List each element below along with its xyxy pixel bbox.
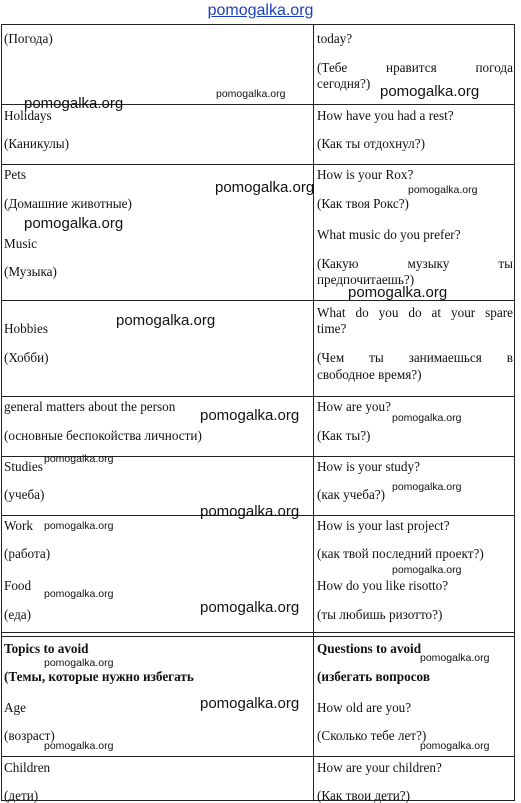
topic-label: (Погода) <box>4 31 53 46</box>
row-divider <box>1 396 515 397</box>
topic-label: (основные беспокойства личности) <box>4 428 202 443</box>
question-text: How is your Rox? <box>317 167 414 182</box>
question-text: (как твой последний проект?) <box>317 546 484 561</box>
watermark: pomogalka.org <box>420 740 490 752</box>
watermark: pomogalka.org <box>44 588 114 600</box>
watermark: pomogalka.org <box>24 215 124 232</box>
topic-label: (Домашние животные) <box>4 196 132 211</box>
watermark: pomogalka.org <box>44 657 114 669</box>
question-text: (как учеба?) <box>317 487 386 502</box>
row-divider <box>1 164 515 165</box>
question-text: (Тебе нравится погода <box>317 60 513 75</box>
watermark: pomogalka.org <box>44 453 114 465</box>
question-text: (Как твоя Рокс?) <box>317 196 409 211</box>
question-text: (Чем ты занимаешься в <box>317 350 513 365</box>
topic-label: (Хобби) <box>4 350 49 365</box>
watermark: pomogalka.org <box>348 284 448 301</box>
watermark: pomogalka.org <box>392 412 462 424</box>
watermark: pomogalka.org <box>408 184 478 196</box>
watermark: pomogalka.org <box>216 88 286 100</box>
question-text: сегодня?) <box>317 76 371 91</box>
watermark: pomogalka.org <box>44 520 114 532</box>
topic-label: Food <box>4 578 32 593</box>
section-heading: Questions to avoid <box>317 641 422 656</box>
topic-label: Work <box>4 518 33 533</box>
question-text: How do you like risotto? <box>317 578 449 593</box>
watermark: pomogalka.org <box>200 599 300 616</box>
row-divider <box>1 632 515 633</box>
question-text: time? <box>317 321 347 336</box>
topic-label: (Музыка) <box>4 264 57 279</box>
question-text: (ты любишь ризотто?) <box>317 607 443 622</box>
watermark: pomogalka.org <box>200 503 300 520</box>
question-text: (Как твои дети?) <box>317 788 411 803</box>
topic-label: (Каникулы) <box>4 136 70 151</box>
watermark: pomogalka.org <box>200 407 300 424</box>
question-text: (Как ты отдохнул?) <box>317 136 425 151</box>
topic-label: (еда) <box>4 607 32 622</box>
column-divider <box>313 24 314 801</box>
question-text: What do you do at your spare <box>317 305 513 320</box>
topic-label: Hobbies <box>4 321 48 336</box>
topic-label: Children <box>4 760 51 775</box>
watermark: pomogalka.org <box>44 740 114 752</box>
watermark: pomogalka.org <box>200 695 300 712</box>
watermark: pomogalka.org <box>420 652 490 664</box>
row-divider <box>1 636 515 637</box>
question-text: (Какую музыку ты <box>317 256 513 271</box>
question-text: (Сколько тебе лет?) <box>317 728 427 743</box>
topic-label: (возраст) <box>4 728 55 743</box>
question-text: How old are you? <box>317 700 412 715</box>
topic-label: (работа) <box>4 546 51 561</box>
topic-label: Studies <box>4 459 43 474</box>
question-text: How is your last project? <box>317 518 450 533</box>
topic-label: general matters about the person <box>4 399 176 414</box>
section-heading: (Темы, которые нужно избегать <box>4 669 194 684</box>
topic-label: Age <box>4 700 26 715</box>
watermark: pomogalka.org <box>24 95 124 112</box>
row-divider <box>1 756 515 757</box>
topic-label: Pets <box>4 167 26 182</box>
question-text: What music do you prefer? <box>317 227 461 242</box>
watermark: pomogalka.org <box>116 312 216 329</box>
question-text: How are your children? <box>317 760 442 775</box>
section-heading: (избегать вопросов <box>317 669 430 684</box>
question-text: (Как ты?) <box>317 428 371 443</box>
question-text: предпочитаешь?) <box>317 272 415 287</box>
topic-label: Holidays <box>4 108 52 123</box>
watermark: pomogalka.org <box>380 83 480 100</box>
question-text: свободное время?) <box>317 367 422 382</box>
question-text: How is your study? <box>317 459 420 474</box>
topic-label: (дети) <box>4 788 39 803</box>
topic-label: (учеба) <box>4 487 45 502</box>
topic-label: Music <box>4 236 37 251</box>
watermark: pomogalka.org <box>215 179 315 196</box>
section-heading: Topics to avoid <box>4 641 89 656</box>
site-link[interactable]: pomogalka.org <box>207 2 314 19</box>
question-text: How have you had a rest? <box>317 108 454 123</box>
question-text: today? <box>317 31 353 46</box>
watermark: pomogalka.org <box>392 481 462 493</box>
question-text: How are you? <box>317 399 391 414</box>
watermark: pomogalka.org <box>392 564 462 576</box>
